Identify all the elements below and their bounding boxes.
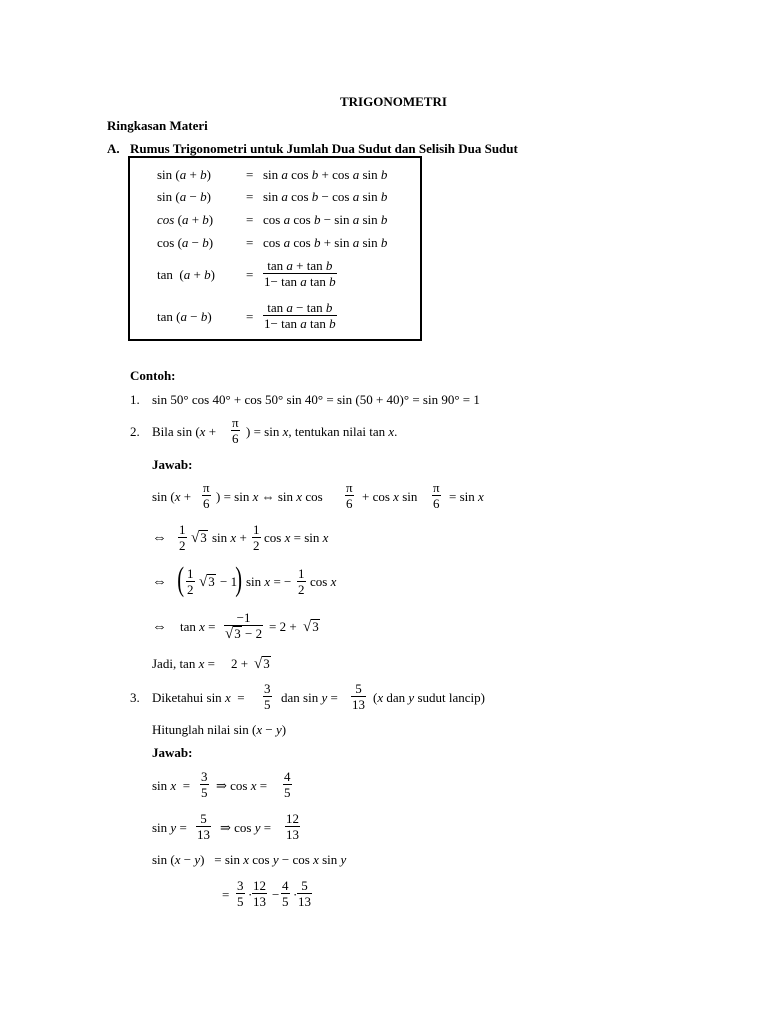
page-title: TRIGONOMETRI [340, 94, 447, 109]
pi-over-six: $\frac{\pi}{6}$ [232, 415, 239, 446]
example-3-question: (x dan y sudut lancip) [373, 690, 485, 705]
example-2-question-tail: ) = sin x, tentukan nilai tan x. [246, 424, 398, 439]
conclusion-value: 2 + [231, 656, 249, 671]
fraction-twelve-thirteenths: $\frac{12}{13}$ [286, 811, 299, 842]
formula-fraction: $\frac{\text{tan a + tan b}}{\text{1− tan a tan b}}$ [264, 258, 336, 289]
one-half: $\frac{1}{2}$ [187, 566, 194, 597]
step-4-fraction: $\frac{-1}{√3 - 2}$ [225, 610, 263, 642]
fraction: $\frac{3}{5}$ [237, 878, 244, 909]
answer-heading: Jawab: [152, 457, 193, 472]
summary-heading: Ringkasan Materi [107, 118, 208, 133]
formula-eq: = [246, 212, 254, 227]
example-number: 2. [130, 424, 140, 439]
fraction-four-fifths: $\frac{4}{5}$ [284, 769, 291, 800]
step-2-part: sin x + [212, 530, 247, 545]
fraction-three-fifths: $\frac{3}{5}$ [264, 681, 271, 712]
example-number: 1. [130, 392, 140, 407]
one-half: $\frac{1}{2}$ [253, 522, 260, 553]
formula-rhs: cos a cos b − sin a sin b [263, 212, 388, 227]
fraction: $\frac{4}{5}$ [282, 878, 289, 909]
example-3-question: Diketahui sin x = [152, 690, 245, 705]
step-3-part: sin x = − [246, 574, 292, 589]
sqrt-three: √3 [191, 530, 207, 546]
section-a-title: Rumus Trigonometri untuk Jumlah Dua Sudut dan Selisih Dua Sudut [130, 141, 518, 156]
sqrt-three: √3 [303, 619, 319, 635]
sqrt-three: √3 [254, 656, 270, 672]
iff-symbol: ⇔ [152, 530, 167, 546]
step-3-part: cos x [310, 574, 337, 589]
examples-heading: Contoh: [130, 368, 176, 383]
answer-heading: Jawab: [152, 745, 193, 760]
formula-eq: = [246, 309, 254, 324]
one-half: $\frac{1}{2}$ [298, 566, 305, 597]
formula-lhs: tan (a + b) [157, 267, 215, 282]
pi-over-six: $\frac{\pi}{6}$ [433, 480, 440, 511]
fraction: $\frac{12}{13}$ [253, 878, 266, 909]
ex3-step-3: sin (x − y) = sin x cos y − cos x sin y [152, 852, 347, 867]
section-a-letter: A. [107, 141, 120, 156]
step-2-part: cos x = sin x [264, 530, 329, 545]
formula-lhs: cos (a + b) [157, 212, 214, 227]
formula-lhs: cos (a − b) [157, 235, 214, 250]
formula-eq: = [246, 167, 254, 182]
left-paren: ( [177, 561, 185, 598]
formula-rhs: cos a cos b + sin a sin b [263, 235, 388, 250]
step-4-part: = 2 + [269, 619, 297, 634]
right-paren: ) [235, 561, 243, 598]
pi-over-six: $\frac{\pi}{6}$ [346, 480, 353, 511]
ex3-step-2: ⇒ cos y = [220, 820, 272, 835]
example-number: 3. [130, 690, 140, 705]
step-1-part: + cos x sin [362, 489, 418, 504]
iff-symbol: ⇔ [152, 574, 167, 590]
ex3-step-1: sin x = [152, 778, 191, 793]
dot: · [293, 887, 298, 902]
fraction-five-thirteenths: $\frac{5}{13}$ [352, 681, 365, 712]
step-1-part: sin (x + [152, 489, 192, 504]
iff-symbol: ⇔ [152, 619, 167, 635]
pi-over-six: $\frac{\pi}{6}$ [203, 480, 210, 511]
sqrt-three: √3 [199, 574, 215, 590]
fraction: $\frac{5}{13}$ [298, 878, 311, 909]
example-3-ask: Hitunglah nilai sin (x − y) [152, 722, 287, 737]
one-half: $\frac{1}{2}$ [179, 522, 186, 553]
ex3-step-2: sin y = [152, 820, 187, 835]
example-3-question: dan sin y = [281, 690, 338, 705]
dot: · [248, 887, 253, 902]
step-1-part: ) = sin x ⇔ sin x cos [216, 489, 323, 504]
formula-eq: = [246, 267, 254, 282]
example-1-text: sin 50° cos 40° + cos 50° sin 40° = sin (50 + 40)° = sin 90° = 1 [152, 392, 480, 407]
step-4-part: tan x = [180, 619, 216, 634]
formula-eq: = [246, 189, 254, 204]
example-2-question: Bila sin (x + [152, 424, 217, 439]
ex3-step-1: ⇒ cos x = [216, 778, 268, 793]
formula-lhs: sin (a + b) [157, 167, 211, 182]
ex3-step-4-eq: = [222, 887, 230, 902]
conclusion: Jadi, tan x = [152, 656, 215, 671]
formula-lhs: sin (a − b) [157, 189, 211, 204]
step-1-part: = sin x [449, 489, 484, 504]
formula-eq: = [246, 235, 254, 250]
formula-rhs: sin a cos b + cos a sin b [263, 167, 388, 182]
fraction-five-thirteenths: $\frac{5}{13}$ [197, 811, 210, 842]
formula-fraction: $\frac{\text{tan a − tan b}}{\text{1− tan a tan b}}$ [264, 300, 336, 331]
formula-rhs: sin a cos b − cos a sin b [263, 189, 388, 204]
minus: − [272, 887, 280, 902]
step-3-part: − 1 [220, 574, 238, 589]
fraction-three-fifths: $\frac{3}{5}$ [201, 769, 208, 800]
formula-lhs: tan (a − b) [157, 309, 212, 324]
